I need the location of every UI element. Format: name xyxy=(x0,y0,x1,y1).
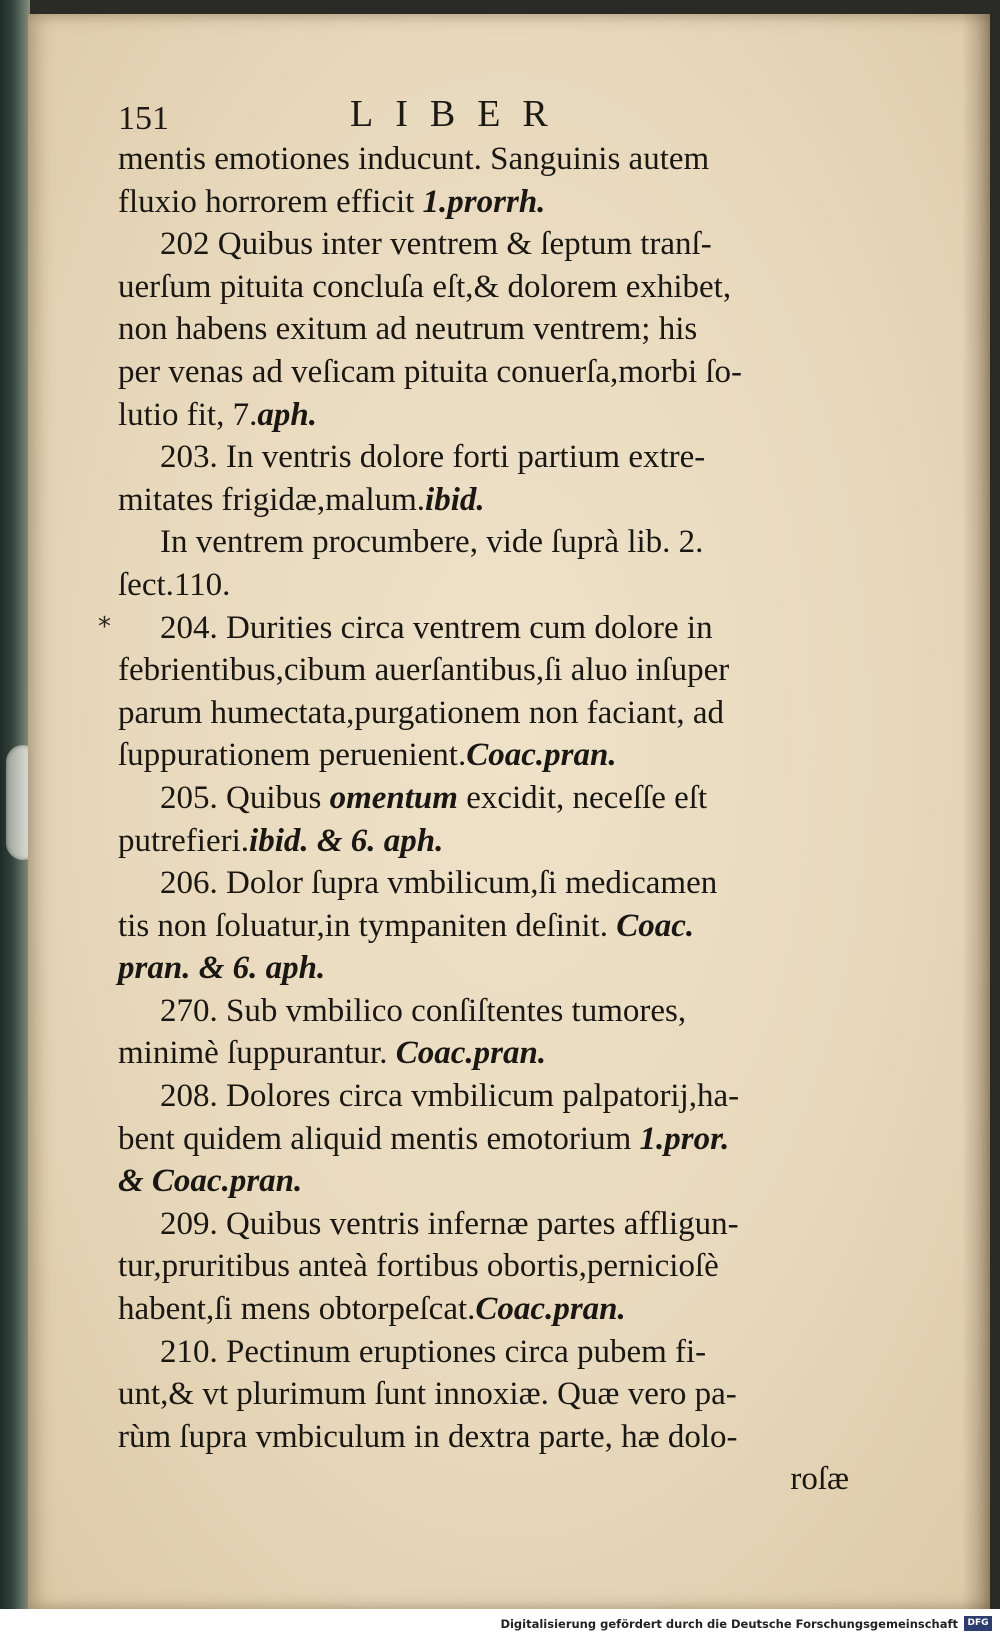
text-line xyxy=(118,138,853,181)
running-head: LIBER xyxy=(350,93,570,135)
line-text: ſuppurationem peruenient. xyxy=(118,737,467,774)
line-text: 208. Dolores circa vmbilicum palpatorij,ha- xyxy=(160,1078,740,1115)
citation-reference: aph. xyxy=(257,396,317,433)
text-line xyxy=(118,223,853,266)
line-text: febrientibus,cibum auerſantibus,ſi aluo inſuper xyxy=(118,652,730,689)
line-text: 209. Quibus ventris infernæ partes affligun- xyxy=(160,1205,739,1242)
citation-reference: Coac.pran. xyxy=(475,1291,626,1328)
text-line xyxy=(118,990,853,1033)
text-line xyxy=(118,1416,853,1459)
page-header xyxy=(118,92,718,142)
text-line xyxy=(118,692,853,735)
footer-bar xyxy=(0,1609,1000,1635)
text-line xyxy=(118,1288,853,1331)
text-line xyxy=(118,479,853,522)
text-line xyxy=(118,905,853,948)
line-text: 270. Sub vmbilico conſiſtentes tumores, xyxy=(160,992,687,1029)
text-line xyxy=(118,394,853,437)
text-line xyxy=(118,1118,853,1161)
text-line xyxy=(118,1203,853,1246)
text-line xyxy=(118,351,853,394)
line-text: 205. Quibus xyxy=(160,779,330,816)
line-text: mentis emotiones inducunt. Sanguinis autem xyxy=(118,141,710,177)
citation-reference: & Coac.pran. xyxy=(118,1163,303,1200)
citation-reference: omentum xyxy=(329,779,458,816)
body-text xyxy=(118,138,853,1501)
text-line xyxy=(118,820,853,863)
text-line xyxy=(118,1160,853,1203)
text-line xyxy=(118,734,853,777)
line-text: 203. In ventris dolore forti partium extre- xyxy=(160,439,706,476)
line-text: 202 Quibus inter ventrem & ſeptum tranſ- xyxy=(160,226,712,263)
text-line xyxy=(118,607,853,650)
citation-reference: Coac.pran. xyxy=(466,737,617,774)
text-line xyxy=(118,777,853,820)
text-line xyxy=(118,862,853,905)
line-text: per venas ad veſicam pituita conuerſa,morbi ſo- xyxy=(118,353,743,390)
page-number: 151 xyxy=(118,100,169,137)
text-line xyxy=(118,436,853,479)
text-line xyxy=(118,181,853,224)
text-line xyxy=(118,521,853,564)
digitization-credit: Digitalisierung gefördert durch die Deutsche Forschungsgemeinschaft xyxy=(500,1617,958,1631)
line-text: 204. Durities circa ventrem cum dolore in xyxy=(160,609,713,646)
text-line xyxy=(118,1331,853,1374)
line-text: excidit, neceſſe eſt xyxy=(457,779,708,816)
citation-reference: ibid. & 6. aph. xyxy=(249,822,444,859)
citation-reference: Coac.pran. xyxy=(395,1035,547,1072)
line-text: tis non ſoluatur,in tympaniten deſinit. xyxy=(118,907,617,944)
line-text: uerſum pituita concluſa eſt,& dolorem exhibet, xyxy=(118,268,732,305)
line-text: unt,& vt plurimum ſunt innoxiæ. Quæ vero pa- xyxy=(118,1376,737,1413)
line-text: minimè ſuppurantur. xyxy=(118,1035,396,1072)
citation-reference: Coac. xyxy=(616,907,695,944)
page-gutter-shadow xyxy=(962,14,990,1610)
line-text: ſect.110. xyxy=(118,566,231,603)
line-text: 206. Dolor ſupra vmbilicum,ſi medicamen xyxy=(160,865,718,902)
citation-reference: pran. & 6. aph. xyxy=(118,950,326,987)
catchword xyxy=(118,1458,853,1501)
text-line xyxy=(118,308,853,351)
line-text: rùm ſupra vmbiculum in dextra parte, hæ dolo- xyxy=(118,1418,738,1455)
text-line xyxy=(118,1075,853,1118)
text-line xyxy=(118,266,853,309)
citation-reference: ibid. xyxy=(425,481,485,518)
text-line xyxy=(118,1373,853,1416)
line-text: habent,ſi mens obtorpeſcat. xyxy=(118,1291,476,1328)
line-text: bent quidem aliquid mentis emotorium xyxy=(118,1120,640,1157)
line-text: roſæ xyxy=(790,1461,849,1498)
text-line xyxy=(118,1245,853,1288)
text-line xyxy=(118,1032,853,1075)
text-line xyxy=(118,649,853,692)
line-text: tur,pruritibus anteà fortibus obortis,pernicioſè xyxy=(118,1248,719,1285)
line-text: In ventrem procumbere, vide ſuprà lib. 2. xyxy=(160,524,704,561)
line-text: lutio fit, 7. xyxy=(118,396,258,433)
margin-asterisk: * xyxy=(98,612,111,642)
line-text: 210. Pectinum eruptiones circa pubem fi- xyxy=(160,1333,707,1370)
line-text: parum humectata,purgationem non faciant, ad xyxy=(118,694,725,731)
line-text: fluxio horrorem efficit xyxy=(118,183,423,220)
line-text: mitates frigidæ,malum. xyxy=(118,481,426,518)
dfg-logo: DFG xyxy=(964,1616,992,1631)
line-text: putrefieri. xyxy=(118,822,250,859)
citation-reference: 1.prorrh. xyxy=(422,183,546,220)
text-line xyxy=(118,947,853,990)
citation-reference: 1.pror. xyxy=(639,1120,730,1157)
text-line xyxy=(118,564,853,607)
line-text: non habens exitum ad neutrum ventrem; his xyxy=(118,311,698,348)
